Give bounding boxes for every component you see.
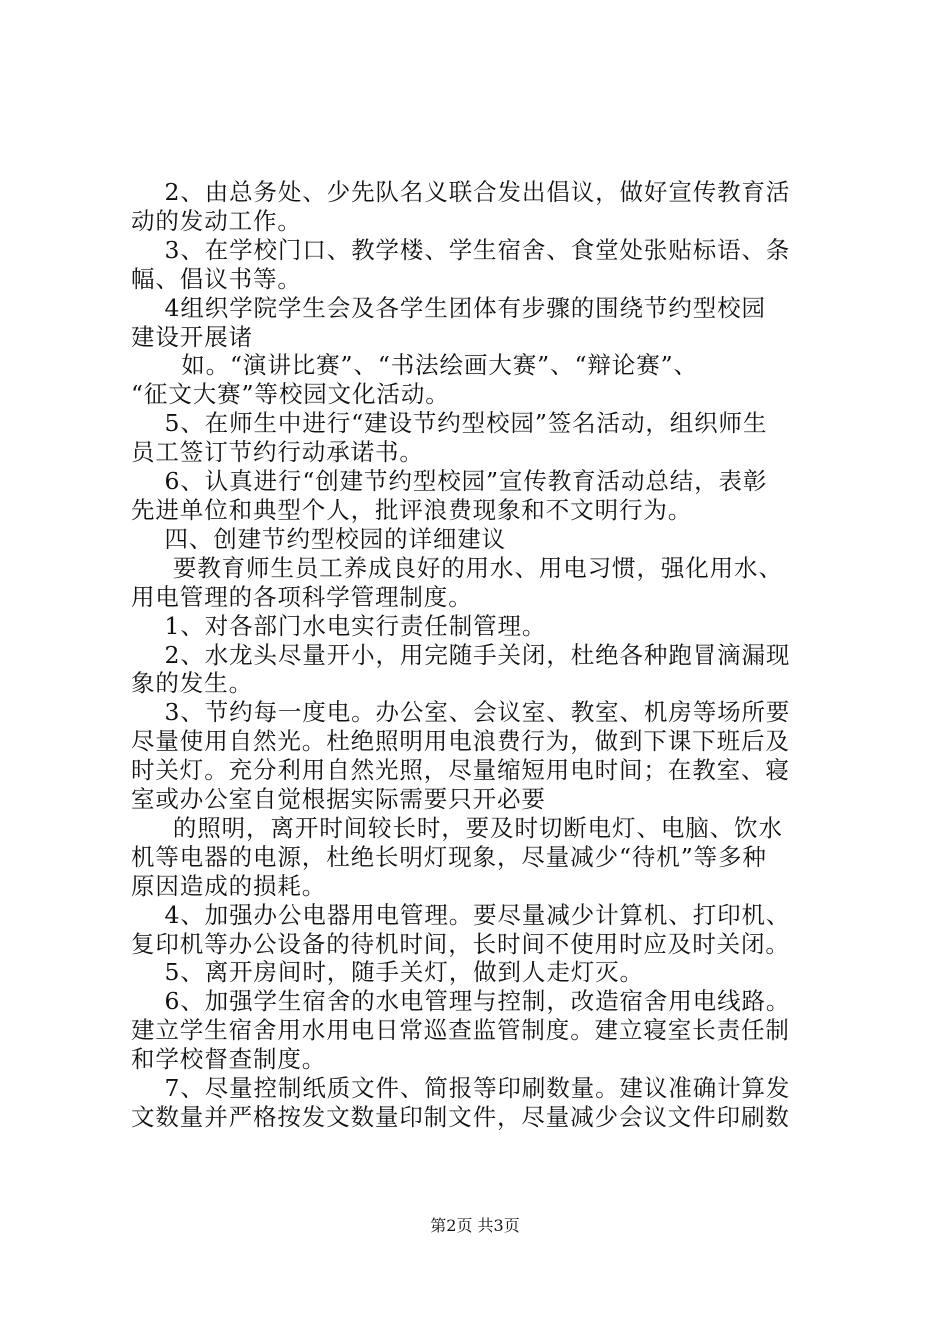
text-line: 复印机等办公设备的待机时间，长时间不使用时应及时关闭。 <box>131 929 790 958</box>
page-number-footer: 第2页 共3页 <box>430 1216 520 1235</box>
text-line: 2、水龙头尽量开小，用完随手关闭，杜绝各种跑冒滴漏现 <box>131 640 791 669</box>
text-line: 建设开展诸 <box>131 322 253 351</box>
text-line: 如。“演讲比赛”、“书法绘画大赛”、“辩论赛”、 <box>131 351 698 380</box>
text-line: 员工签订节约行动承诺书。 <box>131 438 424 467</box>
text-line: 7、尽量控制纸质文件、简报等印刷数量。建议准确计算发 <box>131 1074 791 1103</box>
text-line: 室或办公室自觉根据实际需要只开必要 <box>131 785 546 814</box>
text-line: 原因造成的损耗。 <box>131 871 327 900</box>
text-line: 建立学生宿舍用水用电日常巡查监管制度。建立寝室长责任制 <box>131 1016 790 1045</box>
text-line: 幅、倡议书等。 <box>131 264 302 293</box>
body-text <box>131 178 831 1132</box>
text-line: 6、加强学生宿舍的水电管理与控制，改造宿舍用电线路。 <box>131 987 791 1016</box>
text-line: 象的发生。 <box>131 669 253 698</box>
text-line: 和学校督查制度。 <box>131 1045 327 1074</box>
text-line: 5、在师生中进行“建设节约型校园”签名活动，组织师生 <box>131 409 768 438</box>
text-line: 5、离开房间时，随手关灯，做到人走灯灭。 <box>131 958 644 987</box>
text-line: 机等电器的电源，杜绝长明灯现象，尽量减少“待机”等多种 <box>131 842 767 871</box>
text-line: 4组织学院学生会及各学生团体有步骤的围绕节约型校园 <box>131 293 766 322</box>
text-line: 6、认真进行“创建节约型校园”宣传教育活动总结，表彰 <box>131 467 768 496</box>
text-line: 2、由总务处、少先队名义联合发出倡议，做好宣传教育活 <box>131 178 791 206</box>
text-line: 4、加强办公电器用电管理。要尽量减少计算机、打印机、 <box>131 900 791 929</box>
text-line: 尽量使用自然光。杜绝照明用电浪费行为，做到下课下班后及 <box>131 727 790 756</box>
text-line: 文数量并严格按发文数量印制文件，尽量减少会议文件印刷数 <box>131 1103 790 1131</box>
text-line: 要教育师生员工养成良好的用水、用电习惯，强化用水、 <box>131 553 783 582</box>
text-line: 的照明，离开时间较长时，要及时切断电灯、电脑、饮水 <box>131 813 783 842</box>
text-line: 用电管理的各项科学管理制度。 <box>131 582 473 611</box>
text-line: 先进单位和典型个人，批评浪费现象和不文明行为。 <box>131 495 693 524</box>
section-heading: 四、创建节约型校园的详细建议 <box>131 524 507 553</box>
text-line: “征文大赛”等校园文化活动。 <box>131 380 450 409</box>
text-line: 3、在学校门口、教学楼、学生宿舍、食堂处张贴标语、条 <box>131 235 791 264</box>
text-line: 动的发动工作。 <box>131 206 302 235</box>
text-line: 时关灯。充分利用自然光照，尽量缩短用电时间；在教室、寝 <box>131 756 790 785</box>
text-line: 3、节约每一度电。办公室、会议室、教室、机房等场所要 <box>131 698 791 727</box>
text-line: 1、对各部门水电实行责任制管理。 <box>131 611 547 640</box>
